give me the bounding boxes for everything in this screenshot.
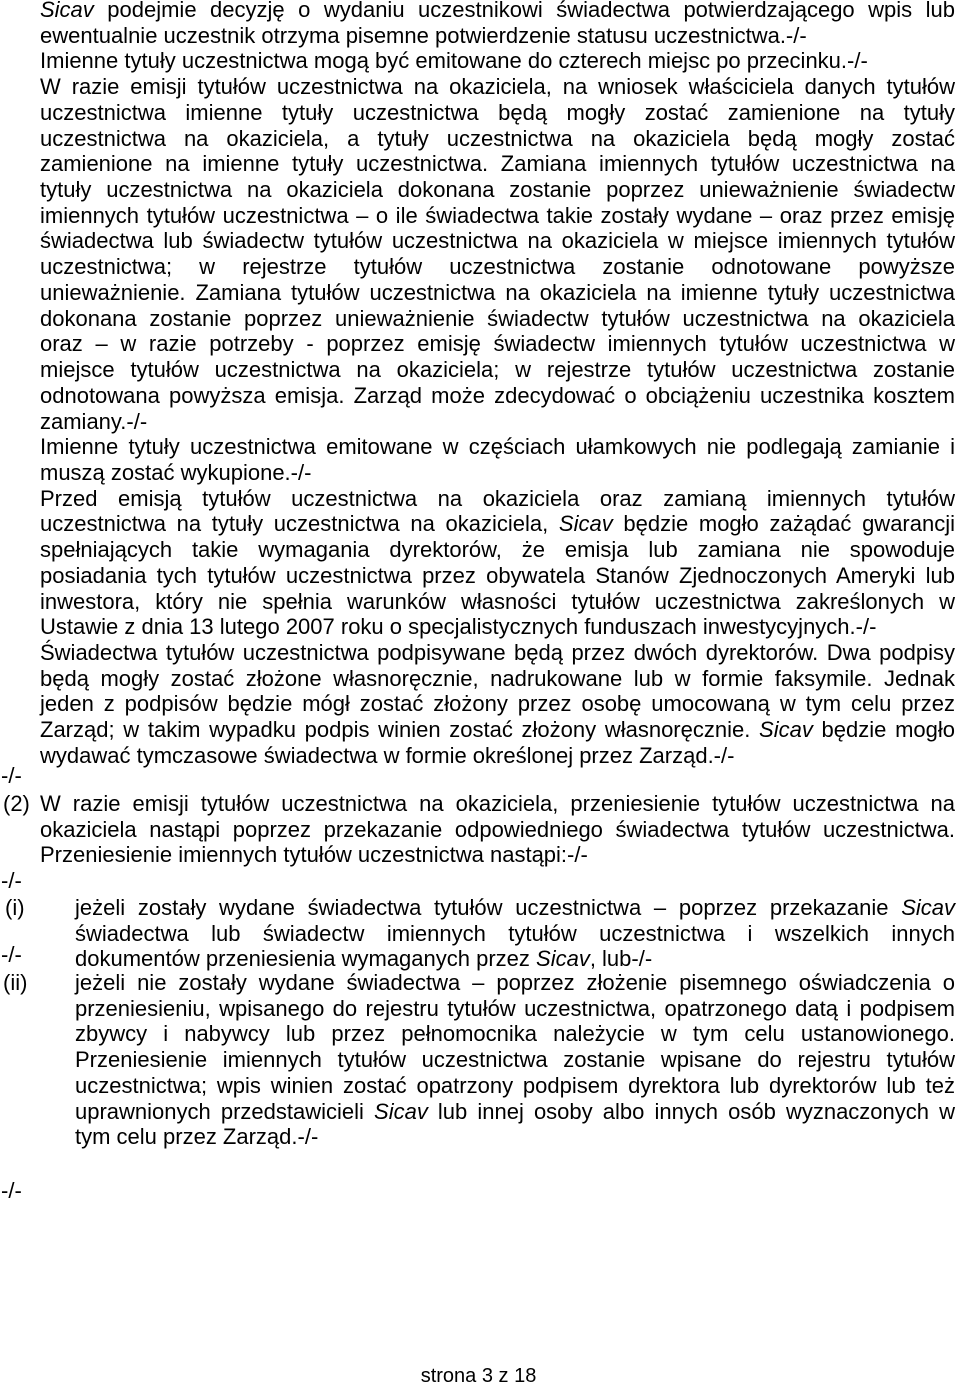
body-text [40, 0, 955, 769]
item-number: (i) [5, 895, 25, 920]
text-run: Świadectwa tytułów uczestnictwa podpisywane będą przez dwóch dyrektorów. Dwa podpisy [40, 639, 955, 665]
text-run: świadectwa lub świadectw imiennych tytułów uczestnictwa i wszelkich innych [75, 920, 955, 946]
text-line [40, 203, 955, 229]
text-line [75, 921, 955, 947]
text-line [40, 306, 955, 332]
text-line [40, 357, 955, 383]
item-ii-text [75, 970, 955, 1150]
text-line [40, 486, 955, 512]
text-line [40, 151, 955, 177]
text-run: jeden z podpisów będzie mógł zostać złożony przez osobę umocowaną w tym celu przez [40, 691, 955, 717]
text-run: uczestnictwa imienne tytuły uczestnictwa będą mogły zostać zamienione na tytuły [40, 99, 955, 125]
paragraph [40, 48, 955, 74]
text-line [40, 563, 955, 589]
text-line [40, 817, 955, 843]
end-marker: -/- [1, 942, 22, 967]
fund-name: Sicav [40, 0, 94, 22]
text-run: Imienne tytuły uczestnictwa mogą być emitowane do czterech miejsc po przecinku.-/- [40, 48, 868, 74]
text-run: inwestora, który nie spełnia warunków własności tytułów uczestnictwa zakreślonych w [40, 588, 955, 614]
text-run: uczestnictwa na okaziciela, a tytuły uczestnictwa na okaziciela będą mogły zostać [40, 125, 955, 151]
item-i-text [75, 895, 955, 972]
text-run: uczestnictwa; w rejestrze tytułów uczestnictwa zostanie odnotowane powyższe [40, 254, 955, 280]
text-line [75, 970, 955, 996]
paragraph [75, 895, 955, 972]
text-run: W razie emisji tytułów uczestnictwa na okaziciela, przeniesienie tytułów uczestnictwa na [40, 791, 955, 816]
text-run: dokonana zostanie poprzez unieważnienie świadectw tytułów uczestnictwa na okaziciela [40, 305, 955, 331]
text-run: odnotowana powyższa emisja. Zarząd może zdecydować o obciążeniu uczestnika kosztem [40, 382, 955, 408]
text-line [40, 589, 955, 615]
text-line [40, 23, 955, 49]
fund-name: Sicav [901, 895, 955, 920]
text-run: świadectwa lub świadectw tytułów uczestnictwa na okaziciela w miejsce imiennych tytułów [40, 228, 955, 254]
text-run: tym celu przez Zarząd.-/- [75, 1124, 319, 1150]
paragraph [40, 0, 955, 48]
text-run: oraz – w razie potrzeby - poprzez emisję świadectw imiennych tytułów uczestnictwa w [40, 331, 955, 357]
text-run: będzie mogło [812, 717, 955, 743]
paragraph [40, 640, 955, 769]
text-line [75, 1124, 955, 1150]
text-run: jeżeli zostały wydane świadectwa tytułów uczestnictwa – poprzez przekazanie [75, 895, 902, 920]
text-run: Ustawie z dnia 13 lutego 2007 roku o specjalistycznych funduszach inwestycyjnych.-/- [40, 614, 877, 640]
text-line [40, 691, 955, 717]
text-run: spełniających takie wymagania dyrektorów, że emisja lub zamiana nie spowoduje [40, 537, 955, 563]
text-run: muszą zostać wykupione.-/- [40, 459, 312, 485]
text-line [40, 717, 955, 743]
item-number: (ii) [3, 970, 28, 995]
text-run: , lub-/- [589, 946, 653, 972]
text-line [40, 537, 955, 563]
text-line [40, 614, 955, 640]
text-line [75, 1073, 955, 1099]
text-line [75, 1047, 955, 1073]
text-run: posiadania tych tytułów uczestnictwa przez obywatela Stanów Zjednoczonych Ameryki lub [40, 562, 955, 588]
text-line [40, 280, 955, 306]
text-line [40, 434, 955, 460]
text-run: ewentualnie uczestnik otrzyma pisemne potwierdzenie statusu uczestnictwa.-/- [40, 22, 807, 48]
text-line [40, 511, 955, 537]
text-run: zamiany.-/- [40, 408, 148, 434]
text-line [40, 74, 955, 100]
end-marker: -/- [1, 763, 22, 788]
item-2-text [40, 791, 955, 868]
text-line [40, 228, 955, 254]
paragraph [40, 74, 955, 434]
text-run: uprawnionych przedstawicieli [75, 1098, 375, 1124]
paragraph [40, 434, 955, 485]
end-marker: -/- [1, 868, 22, 893]
text-line [40, 460, 955, 486]
text-run: dokumentów przeniesienia wymaganych przez [75, 946, 537, 972]
text-line [40, 409, 955, 435]
text-run: Przeniesienie imiennych tytułów uczestnictwa nastąpi:-/- [40, 842, 588, 868]
page-number: strona 3 z 18 [420, 1365, 537, 1386]
text-line [40, 383, 955, 409]
text-line [40, 177, 955, 203]
text-line [75, 895, 955, 921]
text-run: imiennych tytułów uczestnictwa – o ile świadectwa takie zostały wydane – oraz przez emisję [40, 202, 955, 228]
text-run: wydawać tymczasowe świadectwa w formie określonej przez Zarząd.-/- [40, 742, 735, 768]
text-line [75, 996, 955, 1022]
text-run: W razie emisji tytułów uczestnictwa na okaziciela, na wniosek właściciela danych tytułów [40, 74, 955, 100]
text-run: okaziciela nastąpi poprzez przekazanie odpowiedniego świadectwa tytułów uczestnictwa. [40, 816, 955, 842]
text-run: będzie mogło zażądać gwarancji [612, 511, 955, 537]
text-run: przeniesieniu, wpisanego do rejestru tytułów uczestnictwa, opatrzonego datą i podpisem [75, 995, 955, 1021]
item-number: (2) [3, 791, 30, 816]
text-run: będą mogły zostać złożone własnoręcznie, nadrukowane lub w formie faksymile. Jednak [40, 665, 955, 691]
text-run: unieważnienie. Zamiana tytułów uczestnictwa na okaziciela na imienne tytuły uczestnictwa [40, 279, 955, 305]
text-run: uczestnictwa; wpis winien zostać opatrzony podpisem dyrektora lub dyrektorów lub też [75, 1072, 955, 1098]
fund-name: Sicav [536, 946, 590, 972]
text-line [40, 842, 955, 868]
text-run: Przeniesienie imiennych tytułów uczestnictwa zostanie wpisane do rejestru tytułów [75, 1047, 955, 1073]
text-line [40, 666, 955, 692]
fund-name: Sicav [374, 1098, 428, 1124]
text-run: jeżeli nie zostały wydane świadectwa – poprzez złożenie pisemnego oświadczenia o [75, 970, 955, 995]
text-run: podejmie decyzję o wydaniu uczestnikowi świadectwa potwierdzającego wpis lub [93, 0, 955, 22]
paragraph [40, 791, 955, 868]
end-marker: -/- [1, 1178, 22, 1203]
text-line [40, 254, 955, 280]
text-line [40, 743, 955, 769]
text-line [75, 1099, 955, 1125]
text-run: zamienione na imienne tytuły uczestnictwa. Zamiana imiennych tytułów uczestnictwa na [40, 151, 955, 177]
text-run: zbywcy i nabywcy lub przez pełnomocnika należycie w tym celu ustanowionego. [75, 1021, 955, 1047]
text-line [40, 791, 955, 817]
text-line [75, 1021, 955, 1047]
text-run: lub innej osoby albo innych osób wyznaczonych w [427, 1098, 956, 1124]
text-run: Zarząd; w takim wypadku podpis winien zostać złożony własnoręcznie. [40, 717, 760, 743]
text-line [40, 48, 955, 74]
text-line [40, 640, 955, 666]
text-line [40, 0, 955, 23]
text-line [40, 126, 955, 152]
text-line [40, 100, 955, 126]
text-line [75, 946, 955, 972]
text-run: uczestnictwa na tytuły uczestnictwa na okaziciela, [40, 511, 559, 537]
text-run: miejsce tytułów uczestnictwa na okaziciela; w rejestrze tytułów uczestnictwa zostanie [40, 357, 955, 383]
text-run: tytuły uczestnictwa na okaziciela dokonana zostanie poprzez unieważnienie świadectw [40, 177, 955, 203]
fund-name: Sicav [759, 717, 813, 743]
fund-name: Sicav [558, 511, 613, 537]
paragraph [40, 486, 955, 640]
text-line [40, 331, 955, 357]
text-run: Przed emisją tytułów uczestnictwa na okaziciela oraz zamianą imiennych tytułów [40, 485, 955, 511]
paragraph [75, 970, 955, 1150]
text-run: Imienne tytuły uczestnictwa emitowane w częściach ułamkowych nie podlegają zamianie i [40, 434, 955, 460]
